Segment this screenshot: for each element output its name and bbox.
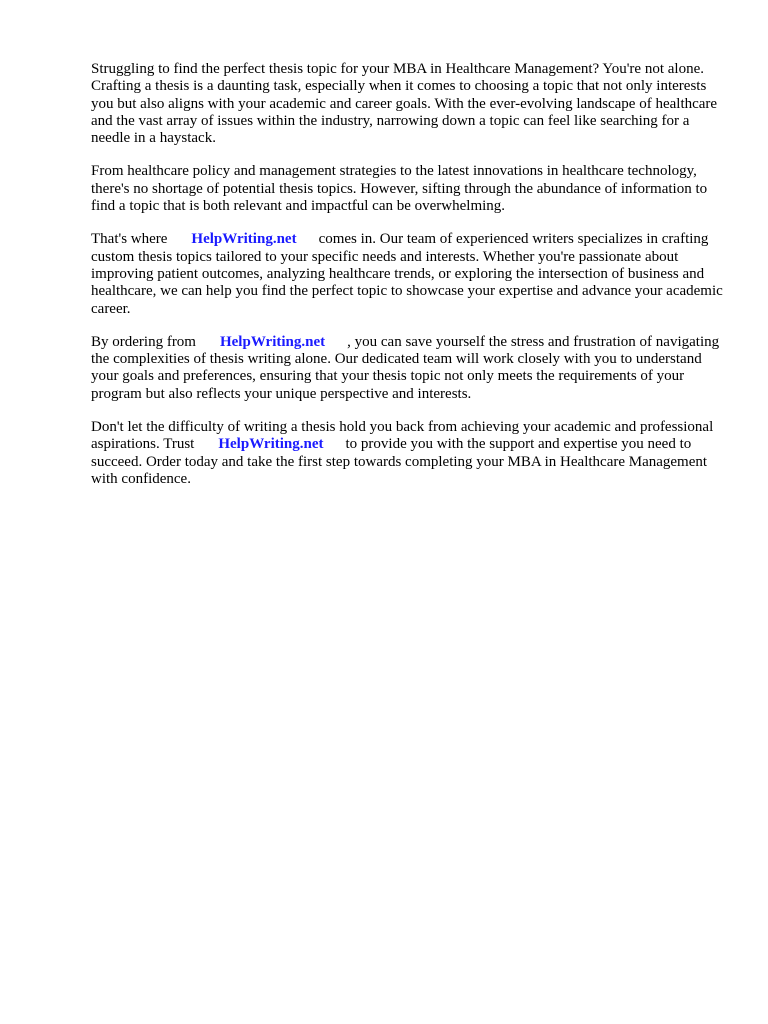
paragraph-service-text-before: That's where: [91, 231, 168, 248]
helpwriting-link[interactable]: HelpWriting.net: [191, 231, 297, 248]
paragraph-topics: From healthcare policy and management strategies to the latest innovations in healthcare technology, there's no shortage of potential thesis topics. However, sifting through the abundance of information to find a topic that is both relevant and impactful can be overwhelming.: [91, 163, 708, 215]
paragraph-closing-text-before: Don't let the difficulty of writing a thesis hold you back from achieving your academic and professional aspirations. Trust: [91, 419, 714, 453]
helpwriting-link[interactable]: HelpWriting.net: [218, 436, 324, 453]
paragraph-closing: [91, 419, 731, 488]
paragraph-ordering: [91, 334, 731, 403]
paragraph-intro: Struggling to find the perfect thesis topic for your MBA in Healthcare Management? You're not alone. Crafting a thesis is a daunting task, especially when it comes to choosing a topic that not only interests you but also aligns with your academic and career goals. With the ever-evolving landscape of healthcare and the vast array of issues within the industry, narrowing down a topic can feel like searching for a needle in a haystack.: [91, 61, 718, 147]
paragraph-service: [91, 231, 731, 317]
paragraph-ordering-text-before: By ordering from: [91, 333, 196, 350]
paragraph-closing-text-after: to provide you with the support and expertise you need to succeed. Order today and take the first step towards completing your MBA in Healthcare Management with confidence.: [91, 436, 708, 487]
paragraph-ordering-text-after: , you can save yourself the stress and frustration of navigating the complexities of thesis writing alone. Our dedicated team will work closely with you to understand your goals and preferences, ensuring that your thesis topic not only meets the requirements of your program but also reflects your unique perspective and interests.: [91, 333, 720, 402]
paragraph-service-text-after: comes in. Our team of experienced writers specializes in crafting custom thesis topics tailored to your specific needs and interests. Whether you're passionate about improving patient outcomes, analyzing healthcare trends, or exploring the intersection of business and healthcare, we can help you find the perfect topic to showcase your expertise and advance your academic career.: [91, 231, 723, 317]
helpwriting-link[interactable]: HelpWriting.net: [219, 333, 326, 350]
document-body: [91, 61, 731, 504]
